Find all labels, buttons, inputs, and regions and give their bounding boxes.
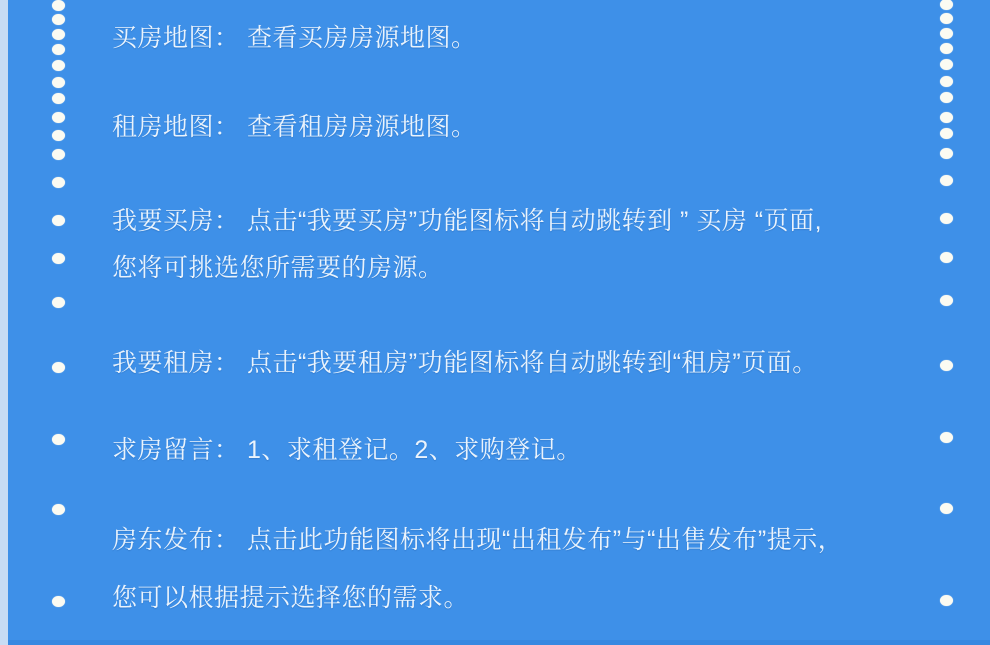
decorative-dot bbox=[940, 112, 953, 123]
guide-line-rent-map: 租房地图： 查看租房房源地图。 bbox=[112, 113, 477, 141]
decorative-dot bbox=[52, 149, 65, 160]
decorative-dot bbox=[52, 0, 65, 11]
decorative-dot bbox=[940, 503, 953, 514]
decorative-dot bbox=[52, 93, 65, 104]
decorative-dot bbox=[940, 252, 953, 263]
decorative-dot bbox=[940, 76, 953, 87]
decorative-dot bbox=[52, 29, 65, 40]
guide-line-landlord-publish: 房东发布： 点击此功能图标将出现“出租发布”与“出售发布”提示， bbox=[112, 526, 844, 554]
decorative-dot bbox=[52, 112, 65, 123]
decorative-dot bbox=[940, 432, 953, 443]
decorative-dot bbox=[940, 148, 953, 159]
guide-line-want-rent: 我要租房： 点击“我要租房”功能图标将自动跳转到“租房”页面。 bbox=[112, 349, 818, 377]
guide-line-want-buy: 我要买房： 点击“我要买房”功能图标将自动跳转到 ” 买房 “页面, bbox=[112, 207, 823, 235]
decorative-dot bbox=[52, 362, 65, 373]
decorative-dot bbox=[52, 596, 65, 607]
decorative-dot bbox=[940, 175, 953, 186]
decorative-dot bbox=[52, 44, 65, 55]
decorative-dot bbox=[52, 14, 65, 25]
decorative-dot bbox=[52, 504, 65, 515]
decorative-dot bbox=[940, 92, 953, 103]
decorative-dot bbox=[52, 177, 65, 188]
bottom-edge-strip bbox=[8, 640, 990, 645]
decorative-dot bbox=[52, 297, 65, 308]
decorative-dot bbox=[940, 213, 953, 224]
decorative-dot bbox=[940, 295, 953, 306]
decorative-dot bbox=[940, 128, 953, 139]
decorative-dot bbox=[52, 434, 65, 445]
decorative-dot bbox=[52, 60, 65, 71]
decorative-dot bbox=[940, 28, 953, 39]
guide-line-landlord-cont: 您可以根据提示选择您的需求。 bbox=[112, 584, 470, 612]
guide-line-house-message: 求房留言： 1、求租登记。2、求购登记。 bbox=[112, 436, 582, 464]
decorative-dot bbox=[940, 595, 953, 606]
left-edge-strip bbox=[0, 0, 8, 645]
decorative-dot bbox=[52, 253, 65, 264]
guide-line-buy-map: 买房地图： 查看买房房源地图。 bbox=[112, 24, 477, 52]
decorative-dot bbox=[52, 215, 65, 226]
decorative-dot bbox=[940, 360, 953, 371]
decorative-dot bbox=[940, 0, 953, 10]
guide-line-want-buy-cont: 您将可挑选您所需要的房源。 bbox=[112, 254, 444, 282]
decorative-dot bbox=[940, 59, 953, 70]
decorative-dot bbox=[940, 13, 953, 24]
decorative-dot bbox=[52, 130, 65, 141]
decorative-dot bbox=[940, 43, 953, 54]
decorative-dot bbox=[52, 77, 65, 88]
